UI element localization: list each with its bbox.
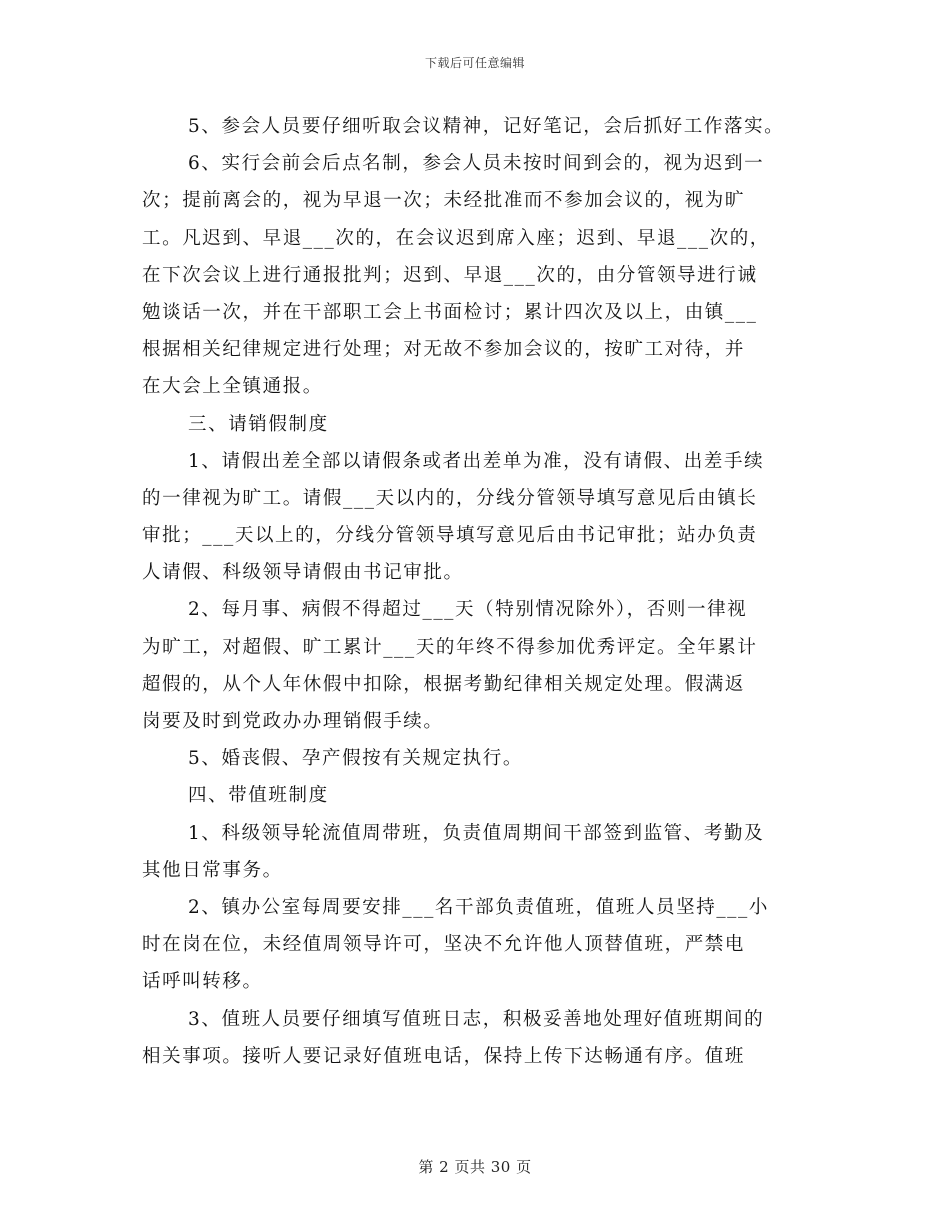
- paragraph-line: 3、值班人员要仔细填写值班日志，积极妥善地处理好值班期间的: [188, 1008, 765, 1030]
- paragraph-line: 岗要及时到党政办办理销假手续。: [142, 711, 444, 732]
- paragraph-line: 为旷工，对超假、旷工累计___天的年终不得参加优秀评定。全年累计: [142, 636, 758, 658]
- paragraph-line: 2、每月事、病假不得超过___天（特别情况除外），否则一律视: [188, 599, 748, 621]
- page-footer: 第 2 页共 30 页: [418, 1158, 532, 1176]
- paragraph-line: 5、参会人员要仔细听取会议精神，记好笔记，会后抓好工作落实。: [188, 116, 785, 137]
- document-body: [142, 108, 814, 1075]
- paragraph-line: 工。凡迟到、早退___次的，在会议迟到席入座；迟到、早退___次的，: [142, 227, 770, 249]
- section-heading: 三、请销假制度: [188, 413, 329, 435]
- page-header: 下载后可任意编辑: [424, 56, 525, 70]
- paragraph-line: 审批；___天以上的，分线分管领导填写意见后由书记审批；站办负责: [142, 525, 758, 547]
- paragraph-line: 人请假、科级领导请假由书记审批。: [142, 562, 464, 584]
- paragraph-line: 6、实行会前会后点名制，参会人员未按时间到会的，视为迟到一: [188, 153, 765, 175]
- paragraph-line: 在下次会议上进行通报批判；迟到、早退___次的，由分管领导进行诫: [142, 264, 758, 286]
- paragraph-line: 其他日常事务。: [142, 859, 283, 881]
- paragraph-line: 超假的，从个人年休假中扣除，根据考勤纪律相关规定处理。假满返: [142, 673, 746, 695]
- paragraph-line: 2、镇办公室每周要安排___名干部负责值班，值班人员坚持___小: [188, 896, 769, 918]
- paragraph-line: 话呼叫转移。: [142, 971, 263, 993]
- paragraph-line: 1、科级领导轮流值周带班，负责值周期间干部签到监管、考勤及: [188, 822, 765, 844]
- paragraph-line: 在大会上全镇通报。: [142, 376, 323, 398]
- paragraph-line: 的一律视为旷工。请假___天以内的，分线分管领导填写意见后由镇长: [142, 487, 758, 509]
- paragraph-line: 次；提前离会的，视为早退一次；未经批准而不参加会议的，视为旷: [142, 190, 746, 212]
- paragraph-line: 根据相关纪律规定进行处理；对无故不参加会议的，按旷工对待，并: [142, 339, 746, 361]
- paragraph-line: 5、婚丧假、孕产假按有关规定执行。: [188, 748, 523, 770]
- paragraph-line: 1、请假出差全部以请假条或者出差单为准，没有请假、出差手续: [188, 450, 765, 472]
- paragraph-line: 相关事项。接听人要记录好值班电话，保持上传下达畅通有序。值班: [142, 1045, 746, 1067]
- section-heading: 四、带值班制度: [188, 785, 329, 807]
- paragraph-line: 时在岗在位，未经值周领导许可，坚决不允许他人顶替值班，严禁电: [142, 934, 746, 956]
- paragraph-line: 勉谈话一次，并在干部职工会上书面检讨；累计四次及以上，由镇___: [142, 301, 758, 323]
